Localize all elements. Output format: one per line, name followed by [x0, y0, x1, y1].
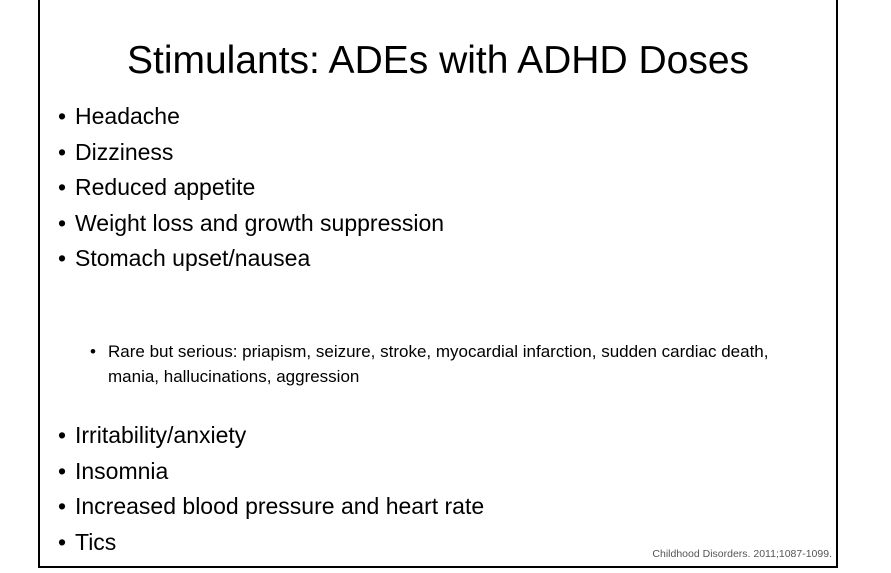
bullet-item: • Weight loss and growth suppression: [58, 206, 444, 242]
bullet-item: • Headache: [58, 99, 444, 135]
slide: [38, 0, 838, 568]
slide-title: Stimulants: ADEs with ADHD Doses: [126, 39, 750, 82]
bullet-list-top: [58, 99, 444, 277]
bullet-list-bottom: [58, 418, 484, 560]
citation: Childhood Disorders. 2011;1087-1099.: [652, 548, 832, 560]
bullet-item: • Dizziness: [58, 135, 444, 171]
bullet-item: • Stomach upset/nausea: [58, 241, 444, 277]
bullet-item: • Increased blood pressure and heart rate: [58, 489, 484, 525]
bullet-item: • Insomnia: [58, 454, 484, 490]
bullet-item: • Irritability/anxiety: [58, 418, 484, 454]
sub-bullet-list: [90, 339, 780, 389]
bullet-item: • Tics: [58, 525, 484, 561]
sub-bullet-item: • Rare but serious: priapism, seizure, stroke, myocardial infarction, sudden cardiac death, mania, hallucinations, aggression: [90, 339, 780, 389]
bullet-item: • Reduced appetite: [58, 170, 444, 206]
